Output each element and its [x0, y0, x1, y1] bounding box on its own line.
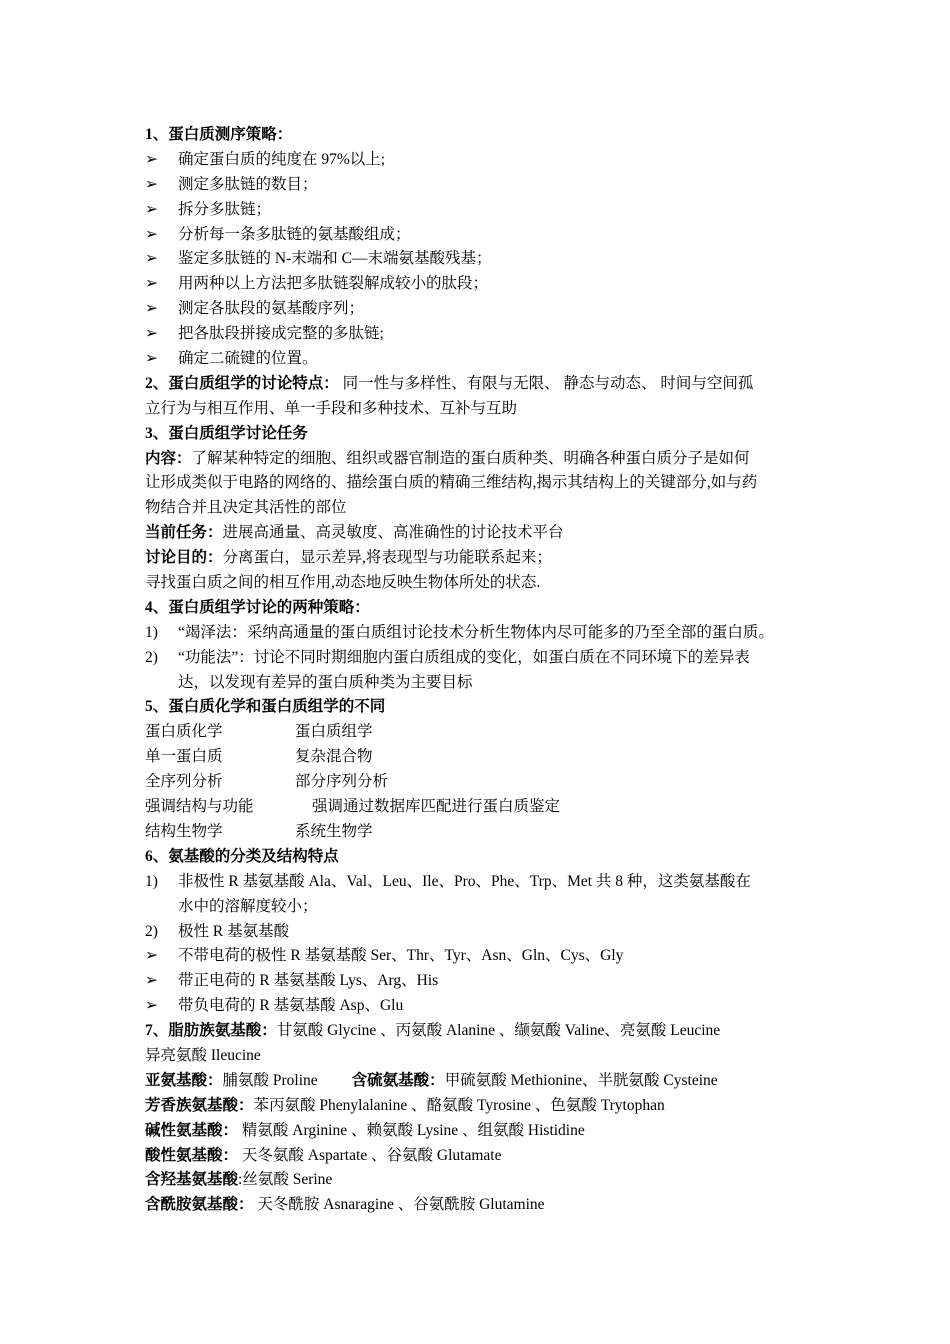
sulfur-label: 含硫氨基酸： [351, 1071, 445, 1089]
list-item: ➢ 测定多肽链的数目； [145, 173, 825, 198]
list-number: 2) [145, 922, 158, 940]
bullet-arrow-icon: ➢ [145, 250, 158, 268]
section-2-heading: 2、蛋白质组学的讨论特点： [145, 374, 339, 392]
paragraph-line: 异亮氨酸 Ileucine [145, 1046, 261, 1064]
list-item: ➢ 带正电荷的 R 基氨基酸 Lys、Arg、His [145, 969, 825, 994]
numbered-item: 1) 非极性 R 基氨基酸 Ala、Val、Leu、Ile、Pro、Phe、Trp、Met 共 8 种，这类氨基酸在 [145, 870, 825, 895]
section-3-heading: 3、蛋白质组学讨论任务 [145, 424, 308, 442]
list-item: ➢ 鉴定多肽链的 N-末端和 C—末端氨基酸残基； [145, 247, 825, 272]
task-paragraph: 当前任务：进展高通量、高灵敏度、高准确性的讨论技术平台 [145, 524, 564, 542]
purpose-paragraph: 讨论目的：分离蛋白，显示差异,将表现型与功能联系起来； [145, 549, 552, 567]
bullet-arrow-icon: ➢ [145, 325, 158, 343]
comparison-left: 全序列分析 [145, 773, 223, 791]
purpose-label: 讨论目的： [145, 549, 223, 567]
section-1-heading: 1、蛋白质测序策略： [145, 126, 293, 143]
comparison-left: 结构生物学 [145, 822, 223, 840]
comparison-left: 蛋白质化学 [145, 723, 223, 741]
imino-label: 亚氨基酸： [145, 1071, 223, 1089]
bullet-arrow-icon: ➢ [145, 175, 158, 193]
numbered-item-continuation: 达，以发现有差异的蛋白质种类为主要目标 [178, 673, 473, 691]
comparison-right: 复杂混合物 [295, 748, 373, 766]
bullet-arrow-icon: ➢ [145, 972, 158, 990]
acidic-line: 酸性氨基酸： 天冬氨酸 Aspartate 、谷氨酸 Glutamate [145, 1146, 502, 1164]
list-item: ➢ 带负电荷的 R 基氨基酸 Asp、Glu [145, 994, 825, 1019]
section-7-paragraph: 7、脂肪族氨基酸：甘氨酸 Glycine 、丙氨酸 Alanine 、缬氨酸 Valine、亮氨酸 Leucine [145, 1022, 721, 1040]
comparison-row [145, 745, 825, 770]
hydroxy-label: 含羟基氨基酸 [145, 1171, 239, 1189]
comparison-right: 部分序列分析 [295, 773, 389, 791]
comparison-row [145, 770, 825, 795]
section-2-paragraph: 2、蛋白质组学的讨论特点： 同一性与多样性、有限与无限、 静态与动态、 时间与空间孤 [145, 374, 754, 392]
amide-line: 含酰胺氨基酸： 天冬酰胺 Asnaragine 、谷氨酰胺 Glutamine [145, 1196, 545, 1214]
paragraph-line: 让形成类似于电路的网络的、描绘蛋白质的精确三维结构,揭示其结构上的关键部分,如与药 [145, 474, 758, 492]
aromatic-label: 芳香族氨基酸： [145, 1096, 254, 1114]
comparison-right: 系统生物学 [295, 822, 373, 840]
basic-label: 碱性氨基酸： [145, 1121, 239, 1139]
bullet-arrow-icon: ➢ [145, 997, 158, 1015]
list-number: 1) [145, 623, 158, 641]
list-item: ➢ 拆分多肽链； [145, 198, 825, 223]
list-item: ➢ 把各肽段拼接成完整的多肽链; [145, 322, 825, 347]
acidic-label: 酸性氨基酸： [145, 1146, 239, 1164]
numbered-item-continuation: 水中的溶解度较小； [178, 897, 318, 915]
basic-line: 碱性氨基酸： 精氨酸 Arginine 、赖氨酸 Lysine 、组氨酸 Histidine [145, 1121, 585, 1139]
list-item: ➢ 确定二硫键的位置。 [145, 347, 825, 372]
comparison-row [145, 820, 825, 845]
section-4-heading: 4、蛋白质组学讨论的两种策略： [145, 598, 370, 616]
list-item: ➢ 确定蛋白质的纯度在 97%以上; [145, 148, 825, 173]
numbered-item: 2) 极性 R 基氨基酸 [145, 920, 825, 945]
content-label: 内容： [145, 449, 192, 467]
hydroxy-line: 含羟基氨基酸:丝氨酸 Serine [145, 1171, 333, 1189]
comparison-left: 单一蛋白质 [145, 748, 223, 766]
content-paragraph: 内容：了解某种特定的细胞、组织或器官制造的蛋白质种类、明确各种蛋白质分子是如何 [145, 449, 750, 467]
imino-sulfur-line: 亚氨基酸：脯氨酸 Proline 含硫氨基酸：甲硫氨酸 Methionine、半胱氨酸 Cysteine [145, 1071, 718, 1089]
bullet-arrow-icon: ➢ [145, 350, 158, 368]
task-label: 当前任务： [145, 524, 223, 542]
list-item: ➢ 测定各肽段的氨基酸序列； [145, 297, 825, 322]
numbered-item: 1) “竭泽法：采纳高通量的蛋白质组讨论技术分析生物体内尽可能多的乃至全部的蛋白质。 [145, 621, 825, 646]
paragraph-line: 物结合并且决定其活性的部位 [145, 499, 347, 517]
amide-label: 含酰胺氨基酸： [145, 1196, 254, 1214]
paragraph-line: 立行为与相互作用、单一手段和多种技术、互补与互助 [145, 399, 518, 417]
list-number: 2) [145, 648, 158, 666]
comparison-right: 强调通过数据库匹配进行蛋白质鉴定 [312, 798, 561, 816]
bullet-arrow-icon: ➢ [145, 150, 158, 168]
section-6-heading: 6、氨基酸的分类及结构特点 [145, 847, 339, 865]
bullet-arrow-icon: ➢ [145, 200, 158, 218]
bullet-arrow-icon: ➢ [145, 300, 158, 318]
paragraph-line: 寻找蛋白质之间的相互作用,动态地反映生物体所处的状态. [145, 574, 541, 592]
list-item: ➢ 不带电荷的极性 R 基氨基酸 Ser、Thr、Tyr、Asn、Gln、Cys、Gly [145, 944, 825, 969]
bullet-arrow-icon: ➢ [145, 275, 158, 293]
numbered-item: 2) “功能法”：讨论不同时期细胞内蛋白质组成的变化，如蛋白质在不同环境下的差异表 [145, 646, 825, 671]
section-7-heading: 7、脂肪族氨基酸： [145, 1022, 277, 1040]
aromatic-line: 芳香族氨基酸：苯丙氨酸 Phenylalanine 、酪氨酸 Tyrosine 、色氨酸 Trytophan [145, 1096, 665, 1114]
comparison-row [145, 720, 825, 745]
list-item: ➢ 分析每一条多肽链的氨基酸组成； [145, 223, 825, 248]
bullet-arrow-icon: ➢ [145, 225, 158, 243]
list-item: ➢ 用两种以上方法把多肽链裂解成较小的肽段； [145, 272, 825, 297]
bullet-arrow-icon: ➢ [145, 947, 158, 965]
comparison-left: 强调结构与功能 [145, 798, 254, 816]
list-number: 1) [145, 872, 158, 890]
comparison-right: 蛋白质组学 [295, 723, 373, 741]
comparison-row [145, 795, 825, 820]
section-5-heading: 5、蛋白质化学和蛋白质组学的不同 [145, 698, 386, 716]
document-body [145, 123, 825, 1218]
